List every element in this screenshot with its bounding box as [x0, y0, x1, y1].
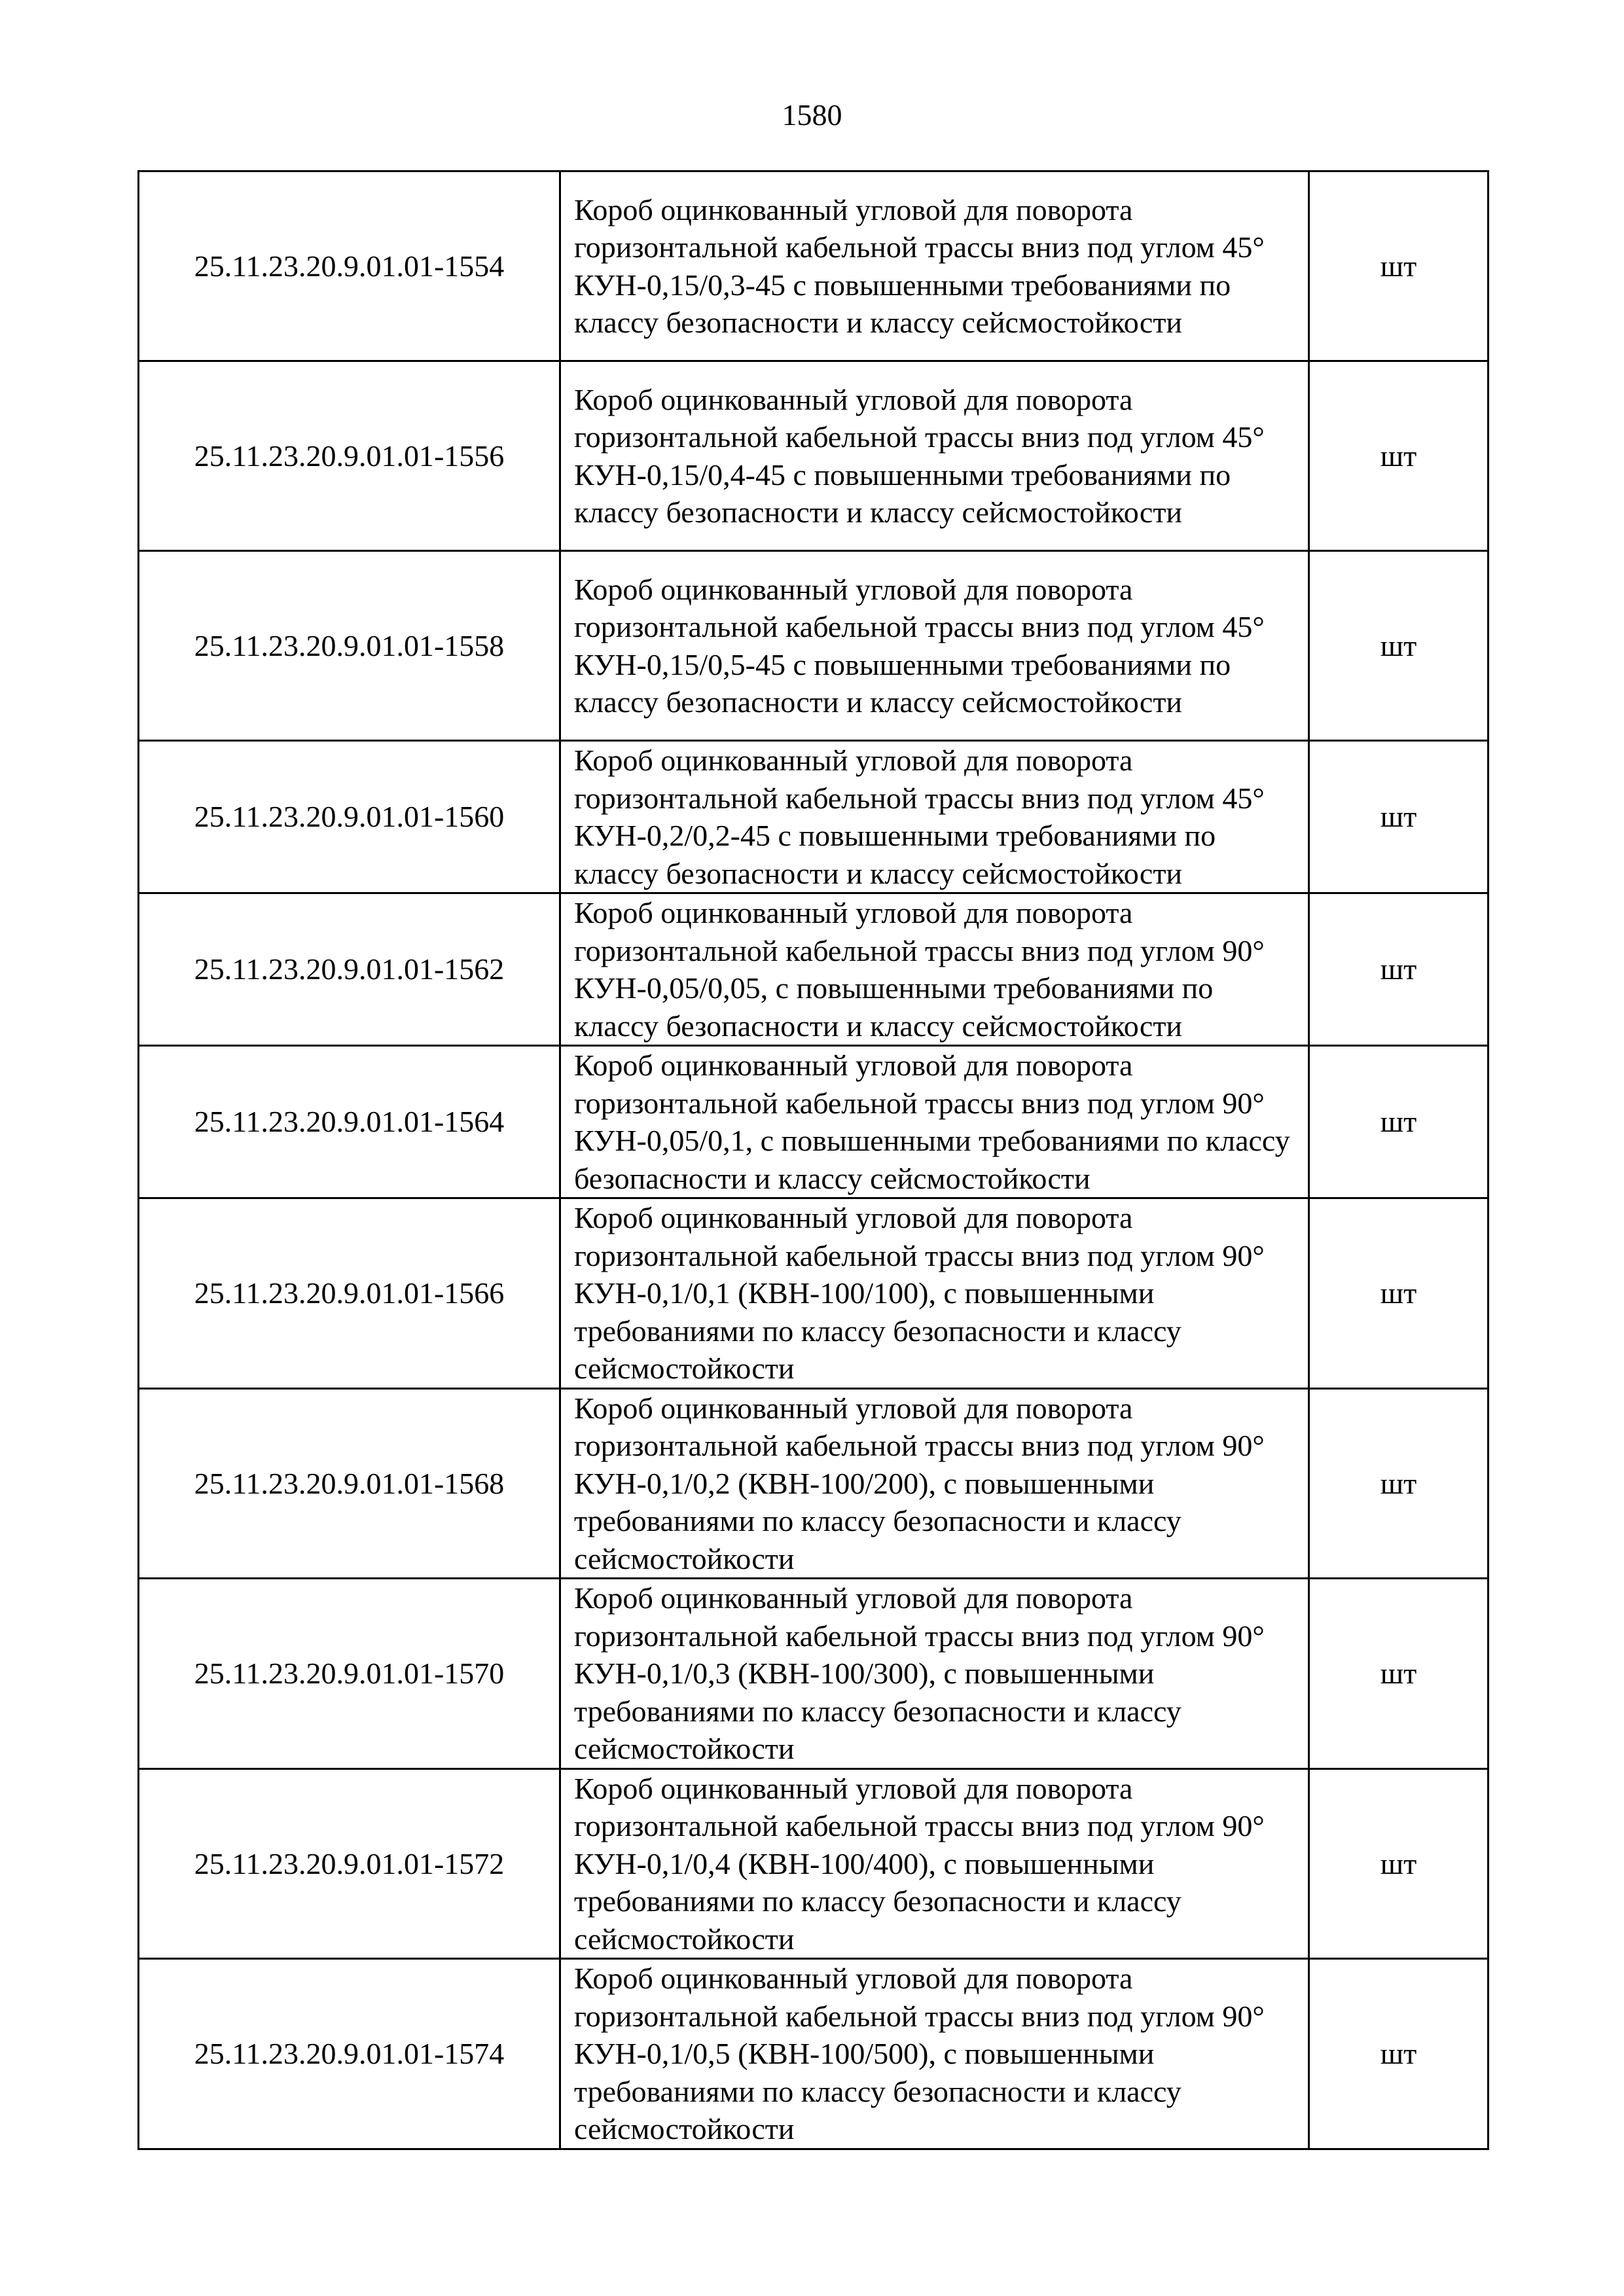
item-unit: шт — [1309, 1959, 1489, 2149]
table-row — [139, 1046, 1489, 1198]
item-unit: шт — [1309, 1388, 1489, 1579]
table-row — [139, 551, 1489, 741]
item-code: 25.11.23.20.9.01.01-1568 — [139, 1388, 560, 1579]
item-code: 25.11.23.20.9.01.01-1566 — [139, 1198, 560, 1389]
item-code: 25.11.23.20.9.01.01-1564 — [139, 1046, 560, 1198]
item-description: Короб оцинкованный угловой для поворота горизонтальной кабельной трассы вниз под углом 90° КУН-0,05/0,1, с повышенными требованиями по классу безопасности и классу сейсмостойкости — [560, 1046, 1309, 1198]
table-row — [139, 171, 1489, 361]
item-description: Короб оцинкованный угловой для поворота горизонтальной кабельной трассы вниз под углом 90° КУН-0,1/0,1 (КВН-100/100), с повышенными требованиями по классу безопасности и классу сейсмостойкости — [560, 1198, 1309, 1389]
item-description: Короб оцинкованный угловой для поворота горизонтальной кабельной трассы вниз под углом 45° КУН-0,15/0,5-45 с повышенными требованиями по классу безопасности и классу сейсмостойкости — [560, 551, 1309, 741]
item-description: Короб оцинкованный угловой для поворота горизонтальной кабельной трассы вниз под углом 90° КУН-0,1/0,5 (КВН-100/500), с повышенными требованиями по классу безопасности и классу сейсмостойкости — [560, 1959, 1309, 2149]
item-code: 25.11.23.20.9.01.01-1572 — [139, 1768, 560, 1959]
item-unit: шт — [1309, 171, 1489, 361]
page-number: 1580 — [782, 98, 842, 132]
item-code: 25.11.23.20.9.01.01-1570 — [139, 1579, 560, 1769]
item-unit: шт — [1309, 1579, 1489, 1769]
item-unit: шт — [1309, 1046, 1489, 1198]
item-code: 25.11.23.20.9.01.01-1560 — [139, 741, 560, 893]
item-description: Короб оцинкованный угловой для поворота горизонтальной кабельной трассы вниз под углом 90° КУН-0,1/0,3 (КВН-100/300), с повышенными требованиями по классу безопасности и классу сейсмостойкости — [560, 1579, 1309, 1769]
item-description: Короб оцинкованный угловой для поворота горизонтальной кабельной трассы вниз под углом 90° КУН-0,05/0,05, с повышенными требованиями по классу безопасности и классу сейсмостойкости — [560, 893, 1309, 1046]
item-description: Короб оцинкованный угловой для поворота горизонтальной кабельной трассы вниз под углом 45° КУН-0,15/0,4-45 с повышенными требованиями по классу безопасности и классу сейсмостойкости — [560, 361, 1309, 551]
table-row — [139, 1959, 1489, 2149]
table-row — [139, 1579, 1489, 1769]
item-code: 25.11.23.20.9.01.01-1554 — [139, 171, 560, 361]
items-table — [137, 170, 1489, 2150]
table-row — [139, 361, 1489, 551]
item-description: Короб оцинкованный угловой для поворота горизонтальной кабельной трассы вниз под углом 45° КУН-0,2/0,2-45 с повышенными требованиями по классу безопасности и классу сейсмостойкости — [560, 741, 1309, 893]
item-code: 25.11.23.20.9.01.01-1574 — [139, 1959, 560, 2149]
item-code: 25.11.23.20.9.01.01-1558 — [139, 551, 560, 741]
table-row — [139, 1768, 1489, 1959]
item-unit: шт — [1309, 1768, 1489, 1959]
item-description: Короб оцинкованный угловой для поворота горизонтальной кабельной трассы вниз под углом 45° КУН-0,15/0,3-45 с повышенными требованиями по классу безопасности и классу сейсмостойкости — [560, 171, 1309, 361]
item-unit: шт — [1309, 1198, 1489, 1389]
item-unit: шт — [1309, 893, 1489, 1046]
item-unit: шт — [1309, 361, 1489, 551]
item-unit: шт — [1309, 551, 1489, 741]
table-row — [139, 741, 1489, 893]
table-row — [139, 1388, 1489, 1579]
item-unit: шт — [1309, 741, 1489, 893]
table-row — [139, 893, 1489, 1046]
item-code: 25.11.23.20.9.01.01-1562 — [139, 893, 560, 1046]
item-description: Короб оцинкованный угловой для поворота горизонтальной кабельной трассы вниз под углом 90° КУН-0,1/0,2 (КВН-100/200), с повышенными требованиями по классу безопасности и классу сейсмостойкости — [560, 1388, 1309, 1579]
item-code: 25.11.23.20.9.01.01-1556 — [139, 361, 560, 551]
item-description: Короб оцинкованный угловой для поворота горизонтальной кабельной трассы вниз под углом 90° КУН-0,1/0,4 (КВН-100/400), с повышенными требованиями по классу безопасности и классу сейсмостойкости — [560, 1768, 1309, 1959]
table-row — [139, 1198, 1489, 1389]
